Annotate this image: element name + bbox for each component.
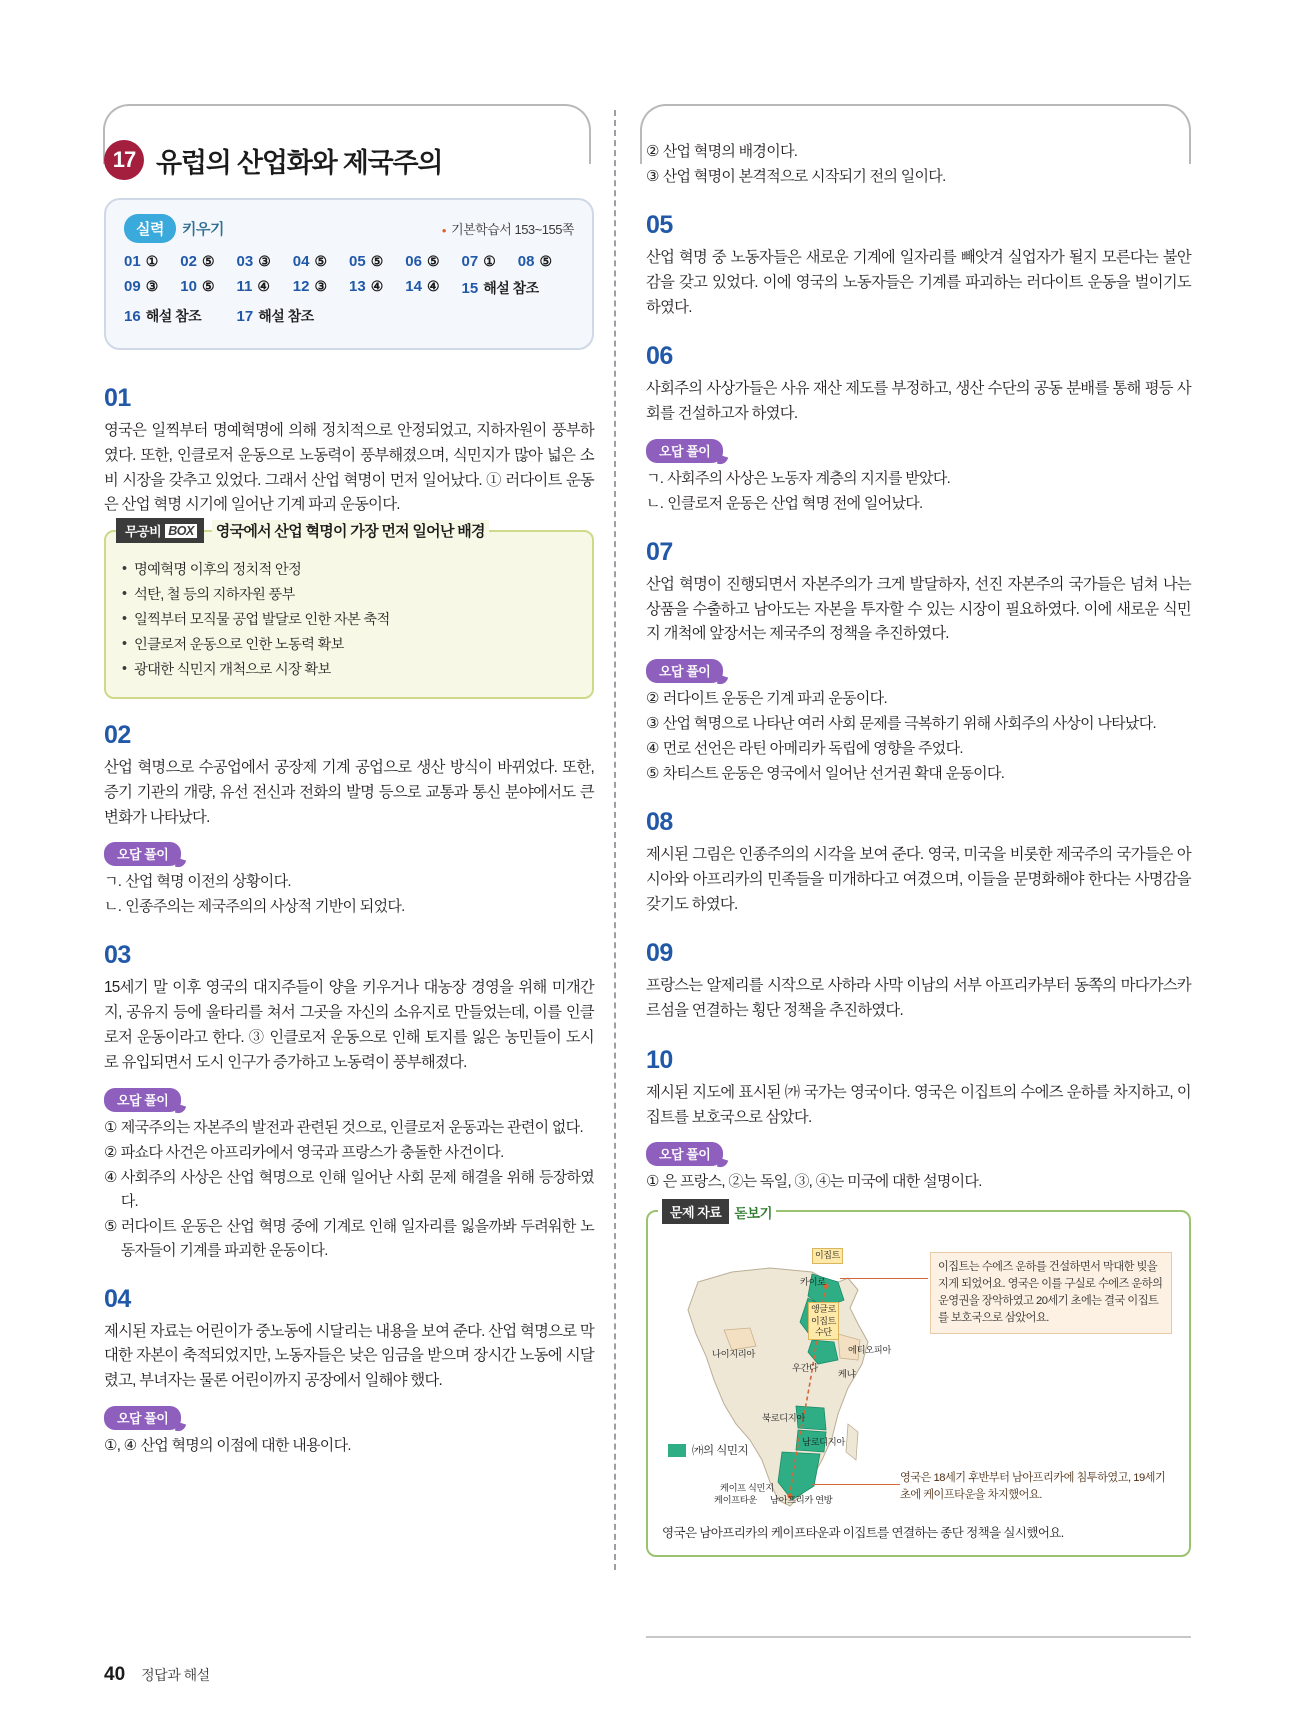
item-marker: ③ — [646, 168, 659, 185]
explanation-03: 15세기 말 이후 영국의 대지주들이 양을 키우거나 대농장 경영을 위해 미개간지, 공유지 등에 울타리를 쳐서 그곳을 자신의 소유지로 만들었는데, 이를 인클로저 운동이라고 한다. ③ 인클로저 운동으로 인해 토지를 잃은 농민들이 도시로 유입되면서 도시 인구가 증가하고 노동력이 풍부해졌다. — [104, 979, 594, 1071]
africa-map-figure — [662, 1234, 1175, 1524]
answer-value: ⑤ — [201, 278, 214, 294]
wrong-answer-tag: 오답 풀이 — [104, 1088, 181, 1112]
list-item — [646, 1170, 1191, 1194]
answer-number: 01 — [124, 253, 141, 270]
answer-number: 13 — [349, 278, 366, 295]
item-marker: ② — [646, 690, 659, 708]
map-label-south-rhodesia: 남로디지아 — [802, 1437, 845, 1448]
column-divider — [614, 110, 616, 1570]
map-label-south-africa: 케이프타운 — [714, 1495, 757, 1506]
mugongbi-box — [104, 523, 594, 699]
answer-number: 10 — [180, 278, 197, 295]
legend-swatch — [668, 1444, 686, 1457]
wrong-answer-list-04 — [104, 1434, 594, 1458]
answer-value: ⑤ — [314, 253, 327, 269]
answer-item — [237, 253, 293, 270]
item-marker: ④ — [104, 1168, 117, 1186]
wrong-answer-tag: 오답 풀이 — [646, 1142, 723, 1166]
item-marker: ㄴ. — [646, 494, 664, 512]
item-text: 차티스트 운동은 영국에서 일어난 선거권 확대 운동이다. — [662, 765, 1005, 783]
answer-number: 06 — [405, 253, 422, 270]
map-label-anglo-egyptian-sudan: 앵글로 이집트 수단 — [808, 1302, 839, 1340]
map-note: 영국은 남아프리카의 케이프타운과 이집트를 연결하는 종단 정책을 실시했어요. — [662, 1526, 1064, 1541]
answer-value: 해설 참조 — [258, 308, 314, 324]
africa-map-svg — [662, 1238, 927, 1523]
item-text: 은 프랑스, ②는 독일, ③, ④는 미국에 대한 설명이다. — [662, 1173, 982, 1191]
list-item — [646, 737, 1191, 761]
data-magnifier-tag: 문제 자료 — [662, 1199, 729, 1224]
answer-number: 11 — [236, 278, 253, 295]
item-text: 제국주의는 자본주의 발전과 관련된 것으로, 인클로저 운동과는 관련이 없다. — [120, 1118, 583, 1136]
map-label-north-rhodesia: 북로디지아 — [762, 1413, 805, 1424]
list-item — [646, 165, 1191, 189]
explanation-10: 제시된 지도에 표시된 ㈎ 국가는 영국이다. 영국은 이집트의 수에즈 운하를 차지하고, 이집트를 보호국으로 삼았다. — [646, 1083, 1191, 1126]
answer-key-box — [104, 198, 594, 350]
item-marker: ⑤ — [646, 765, 659, 783]
wrong-answer-tag: 오답 풀이 — [104, 1406, 181, 1430]
explanation-08: 제시된 그림은 인종주의의 시각을 보여 준다. 영국, 미국을 비롯한 제국주의 국가들은 아시아와 아프리카의 민족들을 미개하다고 여겼으며, 이들을 문명화해야 한다는 사명감을 갖기도 하였다. — [646, 846, 1191, 913]
list-item — [104, 1141, 594, 1165]
wrong-answer-list-04-cont — [646, 140, 1191, 189]
list-item — [104, 1166, 594, 1214]
data-magnifier-header — [658, 1199, 776, 1224]
question-number-07: 07 — [646, 537, 673, 566]
item-marker: ② — [646, 143, 659, 160]
wrong-answer-tag: 오답 풀이 — [646, 439, 723, 463]
left-column — [104, 140, 594, 1459]
map-label-uganda: 우간다 — [792, 1363, 818, 1374]
list-item — [104, 1434, 594, 1458]
answer-number: 17 — [236, 308, 254, 325]
answer-key-tag-secondary: 키우기 — [181, 221, 224, 238]
answer-value: ① — [145, 253, 158, 269]
explanation-02: 산업 혁명으로 수공업에서 공장제 기계 공업으로 생산 방식이 바뀌었다. 또한, 증기 기관의 개량, 유선 전신과 전화의 발명 등으로 교통과 통신 분야에서도 큰 변화가 나타났다. — [104, 759, 594, 826]
list-item: • 광대한 식민지 개척으로 시장 확보 — [122, 658, 576, 683]
list-item: • 석탄, 철 등의 지하자원 풍부 — [122, 583, 576, 608]
answer-item — [349, 278, 405, 298]
wrong-answer-list-10 — [646, 1170, 1191, 1194]
explanation-06: 사회주의 사상가들은 사유 재산 제도를 부정하고, 생산 수단의 공동 분배를 통해 평등 사회를 건설하고자 하였다. — [646, 380, 1191, 423]
page-number: 40 — [104, 1664, 126, 1685]
answer-number: 03 — [236, 253, 254, 270]
wrong-answer-tag: 오답 풀이 — [104, 842, 181, 866]
answer-item — [518, 253, 574, 270]
answer-key-grid — [124, 253, 574, 334]
item-text: 산업 혁명이 본격적으로 시작되기 전의 일이다. — [662, 168, 946, 185]
answer-number: 12 — [292, 278, 310, 295]
answer-item — [237, 306, 350, 326]
answer-key-tag-primary: 실력 — [124, 214, 176, 243]
answer-value: ① — [483, 253, 496, 269]
answer-number: 07 — [461, 253, 479, 270]
question-number-09: 09 — [646, 939, 673, 968]
item-marker: ①, ④ — [104, 1436, 137, 1454]
answer-number: 16 — [124, 308, 141, 325]
list-item — [646, 140, 1191, 164]
answer-number: 02 — [180, 253, 197, 270]
page-footer — [104, 1664, 210, 1686]
answer-number: 08 — [517, 253, 535, 270]
answer-item — [124, 253, 180, 270]
mugongbi-title: 영국에서 산업 혁명이 가장 먼저 일어난 배경 — [212, 520, 489, 541]
answer-item — [405, 278, 461, 298]
list-item — [104, 870, 594, 894]
list-item — [646, 467, 1191, 491]
answer-number: 04 — [292, 253, 310, 270]
mugongbi-list — [122, 558, 576, 683]
callout-egypt-suez: 이집트는 수에즈 운하를 건설하면서 막대한 빚을 지게 되었어요. 영국은 이를 구실로 수에즈 운하의 운영권을 장악하였고 20세기 초에는 결국 이집트를 보호국으로 삼았어요. — [930, 1252, 1172, 1333]
answer-item — [405, 253, 461, 270]
item-text: 산업 혁명의 배경이다. — [662, 143, 798, 160]
item-text: 사회주의 사상은 산업 혁명으로 인해 일어난 사회 문제 해결을 위해 등장하였다. — [120, 1168, 594, 1210]
map-label-cape-colony: 케이프 식민지 — [720, 1483, 774, 1494]
callout-south-africa: 영국은 18세기 후반부터 남아프리카에 침투하였고, 19세기 초에 케이프타운을 차지했어요. — [900, 1472, 1166, 1502]
answer-item — [462, 278, 575, 298]
answer-number: 14 — [405, 278, 422, 295]
item-text: 러다이트 운동은 기계 파괴 운동이다. — [662, 690, 887, 708]
answer-value: ⑤ — [201, 253, 214, 269]
answer-item — [124, 306, 237, 326]
question-number-02: 02 — [104, 721, 131, 750]
item-marker: ① — [646, 1173, 659, 1191]
list-item — [646, 687, 1191, 711]
item-marker: ㄱ. — [104, 873, 122, 891]
question-number-10: 10 — [646, 1045, 673, 1074]
mugongbi-tag-box: BOX — [165, 524, 197, 538]
callout-leader-bottom — [812, 1484, 900, 1485]
list-item: • 인클로저 운동으로 인한 노동력 확보 — [122, 633, 576, 658]
item-marker: ③ — [646, 715, 659, 733]
item-marker: ④ — [646, 740, 659, 758]
legend-label: ㈎의 식민지 — [692, 1445, 749, 1458]
map-label-ethiopia: 에티오피아 — [848, 1345, 891, 1356]
answer-item — [293, 253, 349, 270]
item-text: 인클로저 운동은 산업 혁명 전에 일어났다. — [667, 494, 923, 512]
list-item — [104, 1116, 594, 1140]
explanation-01: 영국은 일찍부터 명예혁명에 의해 정치적으로 안정되었고, 지하자원이 풍부하였다. 또한, 인클로저 운동으로 노동력이 풍부해졌으며, 식민지가 많아 넓은 소비 시장을 갖추고 있었다. 그래서 산업 혁명이 먼저 일어났다. ① 러다이트 운동은 산업 혁명 시기에 일어난 기계 파괴 운동이다. — [104, 422, 594, 514]
callout-leader-top — [840, 1278, 928, 1279]
wrong-answer-list-06 — [646, 467, 1191, 516]
answer-number: 09 — [124, 278, 141, 295]
item-text: 러다이트 운동은 산업 혁명 중에 기계로 인해 일자리를 잃을까봐 두려워한 노동자들이 기계를 파괴한 운동이다. — [120, 1217, 594, 1259]
list-item — [646, 762, 1191, 786]
wrong-answer-list-03 — [104, 1116, 594, 1263]
answer-item — [349, 253, 405, 270]
item-text: 사회주의 사상은 노동자 계층의 지지를 받았다. — [667, 469, 951, 487]
bottom-rule — [646, 1636, 1191, 1638]
question-number-04: 04 — [104, 1284, 131, 1313]
mugongbi-tag — [116, 518, 204, 543]
answer-value: ③ — [258, 253, 271, 269]
answer-number: 15 — [461, 280, 479, 297]
answer-item — [293, 278, 349, 298]
answer-item — [462, 253, 518, 270]
unit-header — [104, 140, 594, 180]
answer-value: 해설 참조 — [145, 308, 202, 324]
list-item: • 일찍부터 모직물 공업 발달로 인한 자본 축적 — [122, 608, 576, 633]
map-label-egypt: 이집트 — [812, 1248, 843, 1263]
item-text: 산업 혁명의 이점에 대한 내용이다. — [140, 1436, 351, 1454]
explanation-09: 프랑스는 알제리를 시작으로 사하라 사막 이남의 서부 아프리카부터 동쪽의 마다가스카르섬을 연결하는 횡단 정책을 추진하였다. — [646, 977, 1191, 1020]
data-magnifier-tag2: 돋보기 — [734, 1205, 772, 1221]
question-number-05: 05 — [646, 211, 673, 239]
answer-number: 05 — [349, 253, 366, 270]
list-item — [646, 492, 1191, 516]
answer-value: ⑤ — [539, 253, 552, 269]
answer-value: ③ — [314, 278, 327, 294]
answer-key-header — [124, 214, 574, 243]
answer-key-reference: ● 기본학습서 153~155쪽 — [442, 219, 574, 238]
item-marker: ㄴ. — [104, 898, 122, 916]
answer-value: ④ — [426, 278, 439, 294]
answer-item — [237, 278, 293, 298]
question-number-06: 06 — [646, 342, 673, 371]
explanation-04: 제시된 자료는 어린이가 중노동에 시달리는 내용을 보여 준다. 산업 혁명으로 막대한 자본이 축적되었지만, 노동자들은 낮은 임금을 받으며 장시간 노동에 시달렸고, 부녀자는 물론 어린이까지 공장에서 일해야 했다. — [104, 1322, 594, 1390]
question-number-01: 01 — [104, 384, 131, 412]
explanation-05: 산업 혁명 중 노동자들은 새로운 기계에 일자리를 빼앗겨 실업자가 될지 모른다는 불안감을 갖고 있었다. 이에 영국의 노동자들은 기계를 파괴하는 러다이트 운동을 벌이기도 하였다. — [646, 249, 1191, 316]
answer-value: ④ — [370, 278, 383, 294]
question-number-03: 03 — [104, 941, 131, 970]
explanation-07: 산업 혁명이 진행되면서 자본주의가 크게 발달하자, 선진 자본주의 국가들은 넘쳐 나는 상품을 수출하고 남아도는 자본을 투자할 수 있는 시장이 필요하였다. 이에 새로운 식민지 개척에 앞장서는 제국주의 정책을 추진하였다. — [646, 575, 1191, 643]
answer-value: ③ — [145, 278, 158, 294]
item-text: 파쇼다 사건은 아프리카에서 영국과 프랑스가 충돌한 사건이다. — [120, 1143, 504, 1161]
answer-value: ⑤ — [370, 253, 383, 269]
mugongbi-tag-label: 무공비 — [125, 524, 162, 540]
page-title: 유럽의 산업화와 제국주의 — [156, 147, 443, 178]
map-label-south-africa-union: 남아프리카 연방 — [770, 1495, 833, 1506]
item-marker: ㄱ. — [646, 469, 664, 487]
right-column — [646, 140, 1191, 1557]
list-item — [104, 895, 594, 919]
item-marker: ② — [104, 1143, 117, 1161]
answer-item — [124, 278, 180, 298]
answer-value: ⑤ — [426, 253, 439, 269]
question-number-08: 08 — [646, 808, 673, 837]
map-legend — [668, 1442, 748, 1458]
footer-label: 정답과 해설 — [141, 1667, 210, 1683]
answer-value: 해설 참조 — [483, 280, 539, 296]
map-label-kenya: 케냐 — [838, 1369, 856, 1380]
list-item — [646, 712, 1191, 736]
map-label-nigeria: 나이지리아 — [712, 1349, 755, 1360]
unit-number-badge: 17 — [104, 140, 144, 180]
wrong-answer-tag: 오답 풀이 — [646, 659, 723, 683]
list-item: • 명예혁명 이후의 정치적 안정 — [122, 558, 576, 583]
item-text: 산업 혁명 이전의 상황이다. — [125, 873, 291, 891]
wrong-answer-list-02 — [104, 870, 594, 919]
item-text: 먼로 선언은 라틴 아메리카 독립에 영향을 주었다. — [662, 740, 963, 758]
answer-key-tag — [124, 214, 224, 243]
item-marker: ⑤ — [104, 1217, 117, 1235]
answer-item — [180, 278, 236, 298]
item-text: 산업 혁명으로 나타난 여러 사회 문제를 극복하기 위해 사회주의 사상이 나타났다. — [662, 715, 1156, 733]
answer-item — [180, 253, 236, 270]
list-item — [104, 1215, 594, 1263]
wrong-answer-list-07 — [646, 687, 1191, 786]
answer-value: ④ — [257, 278, 270, 294]
data-magnifier-box — [646, 1205, 1191, 1557]
mugongbi-box-header — [116, 518, 489, 543]
item-text: 인종주의는 제국주의의 사상적 기반이 되었다. — [125, 898, 405, 916]
item-marker: ① — [104, 1118, 117, 1136]
map-label-cairo: 카이로 — [800, 1277, 826, 1288]
